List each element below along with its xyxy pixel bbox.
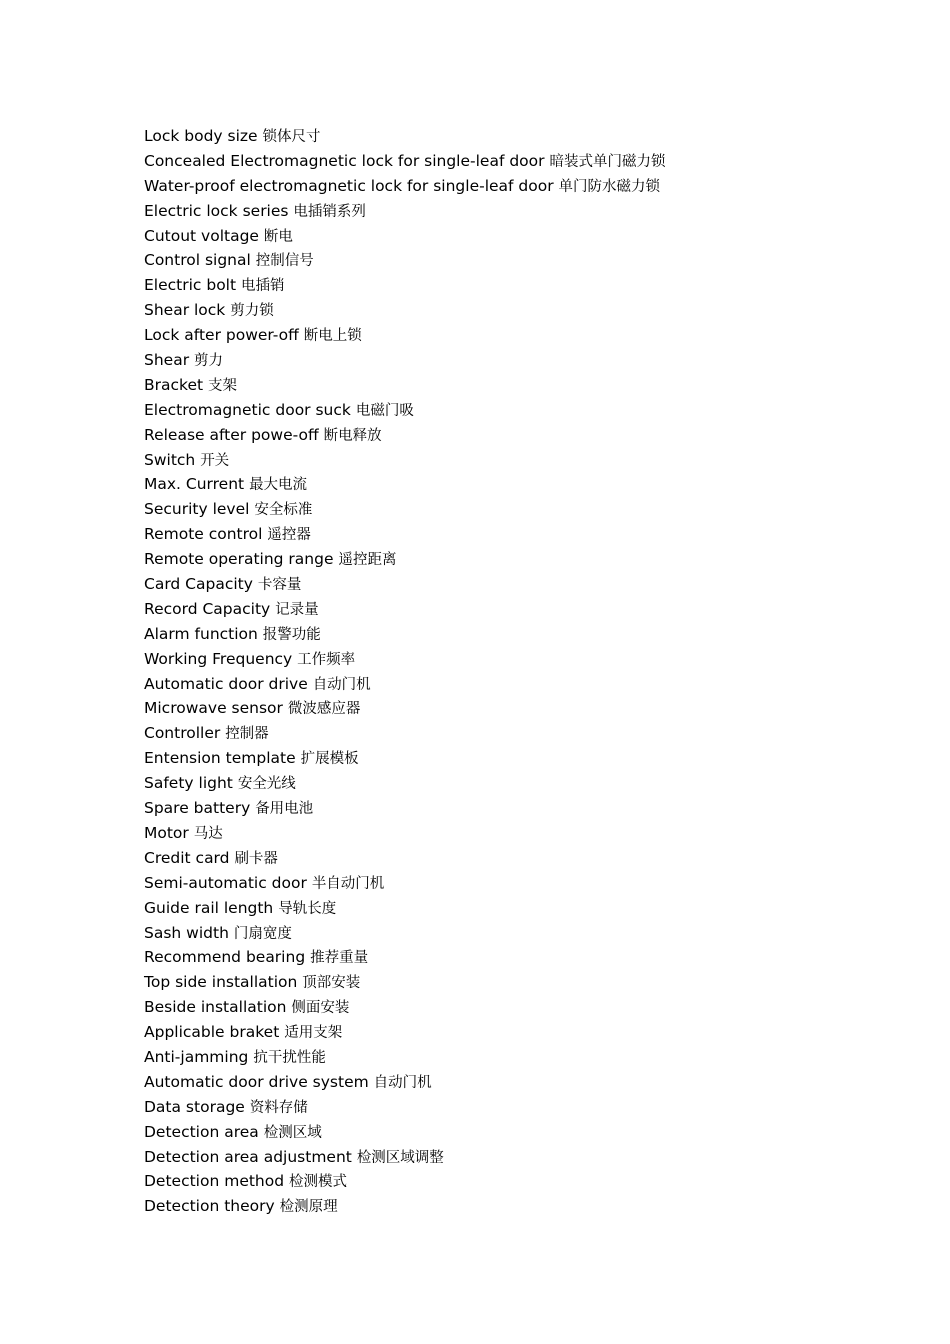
- term-chinese: 检测原理: [279, 1199, 338, 1216]
- term-chinese: 半自动门机: [311, 875, 385, 892]
- term-chinese: 自动门机: [373, 1074, 432, 1091]
- term-chinese: 适用支架: [284, 1025, 343, 1042]
- glossary-entry: [144, 995, 665, 1020]
- glossary-term-list: [144, 124, 665, 1219]
- glossary-entry: [144, 921, 665, 946]
- term-chinese: 开关: [200, 452, 230, 469]
- glossary-entry: [144, 149, 665, 174]
- glossary-entry: [144, 323, 665, 348]
- term-english: Electric bolt: [144, 276, 237, 295]
- glossary-entry: [144, 970, 665, 995]
- term-chinese: 检测区域调整: [356, 1149, 444, 1166]
- glossary-entry: [144, 1045, 665, 1070]
- term-english: Electromagnetic door suck: [144, 400, 351, 419]
- term-english: Spare battery: [144, 799, 251, 818]
- glossary-entry: [144, 373, 665, 398]
- term-chinese: 断电: [263, 228, 293, 245]
- term-chinese: 检测模式: [289, 1174, 348, 1191]
- term-english: Detection area: [144, 1122, 259, 1141]
- term-english: Electric lock series: [144, 201, 289, 220]
- glossary-entry: [144, 1095, 665, 1120]
- term-english: Max. Current: [144, 475, 245, 494]
- term-chinese: 推荐重量: [310, 950, 369, 967]
- glossary-entry: [144, 746, 665, 771]
- glossary-entry: [144, 248, 665, 273]
- term-chinese: 控制器: [225, 726, 269, 743]
- glossary-entry: [144, 945, 665, 970]
- term-english: Shear: [144, 351, 190, 370]
- term-chinese: 断电释放: [323, 427, 382, 444]
- glossary-entry: [144, 1169, 665, 1194]
- term-english: Safety light: [144, 774, 233, 793]
- term-english: Entension template: [144, 749, 296, 768]
- term-english: Motor: [144, 823, 189, 842]
- term-english: Detection method: [144, 1172, 285, 1191]
- term-chinese: 抗干扰性能: [253, 1049, 326, 1066]
- term-english: Switch: [144, 450, 196, 469]
- term-english: Alarm function: [144, 624, 258, 643]
- term-chinese: 最大电流: [249, 477, 308, 494]
- term-english: Release after powe-off: [144, 425, 319, 444]
- term-english: Security level: [144, 500, 250, 519]
- term-chinese: 扩展模板: [300, 751, 359, 768]
- glossary-entry: [144, 572, 665, 597]
- term-chinese: 卡容量: [257, 577, 302, 594]
- glossary-entry: [144, 597, 665, 622]
- glossary-entry: [144, 721, 665, 746]
- term-english: Record Capacity: [144, 599, 271, 618]
- glossary-entry: [144, 796, 665, 821]
- term-english: Control signal: [144, 251, 251, 270]
- glossary-entry: [144, 547, 665, 572]
- term-english: Detection theory: [144, 1197, 275, 1216]
- glossary-entry: [144, 398, 665, 423]
- term-chinese: 剪力锁: [230, 303, 274, 320]
- term-english: Controller: [144, 724, 221, 743]
- glossary-entry: [144, 448, 665, 473]
- term-chinese: 马达: [193, 825, 223, 842]
- term-english: Recommend bearing: [144, 948, 306, 967]
- glossary-entry: [144, 348, 665, 373]
- term-chinese: 电磁门吸: [355, 402, 414, 419]
- term-english: Card Capacity: [144, 575, 253, 594]
- term-english: Top side installation: [144, 973, 298, 992]
- glossary-entry: [144, 124, 665, 149]
- glossary-entry: [144, 821, 665, 846]
- term-english: Concealed Electromagnetic lock for single-leaf door: [144, 151, 545, 170]
- glossary-entry: [144, 174, 665, 199]
- term-english: Credit card: [144, 848, 230, 867]
- term-english: Semi-automatic door: [144, 873, 307, 892]
- term-english: Guide rail length: [144, 898, 274, 917]
- glossary-entry: [144, 199, 665, 224]
- term-chinese: 剪力: [194, 353, 224, 370]
- term-english: Beside installation: [144, 998, 287, 1017]
- term-chinese: 安全标准: [254, 502, 313, 519]
- term-chinese: 暗装式单门磁力锁: [549, 153, 666, 170]
- term-chinese: 门扇宽度: [233, 925, 292, 942]
- term-english: Automatic door drive system: [144, 1072, 369, 1091]
- term-english: Sash width: [144, 923, 229, 942]
- glossary-entry: [144, 522, 665, 547]
- term-english: Cutout voltage: [144, 226, 259, 245]
- term-chinese: 侧面安装: [291, 1000, 350, 1017]
- glossary-entry: [144, 497, 665, 522]
- glossary-entry: [144, 273, 665, 298]
- term-chinese: 工作频率: [297, 651, 356, 668]
- glossary-entry: [144, 1020, 665, 1045]
- term-chinese: 电插销: [241, 278, 285, 295]
- term-chinese: 控制信号: [255, 253, 314, 270]
- term-english: Anti-jamming: [144, 1047, 249, 1066]
- term-chinese: 备用电池: [255, 801, 314, 818]
- term-chinese: 刷卡器: [234, 850, 278, 867]
- term-english: Applicable braket: [144, 1023, 280, 1042]
- term-english: Remote control: [144, 525, 263, 544]
- glossary-entry: [144, 771, 665, 796]
- term-chinese: 遥控器: [267, 527, 311, 544]
- term-chinese: 资料存储: [249, 1099, 308, 1116]
- glossary-entry: [144, 672, 665, 697]
- glossary-entry: [144, 846, 665, 871]
- term-english: Working Frequency: [144, 649, 293, 668]
- term-chinese: 微波感应器: [287, 701, 361, 718]
- term-chinese: 单门防水磁力锁: [558, 178, 661, 195]
- term-english: Remote operating range: [144, 550, 334, 569]
- term-english: Bracket: [144, 375, 204, 394]
- glossary-entry: [144, 871, 665, 896]
- term-english: Detection area adjustment: [144, 1147, 352, 1166]
- glossary-entry: [144, 647, 665, 672]
- term-chinese: 报警功能: [262, 626, 321, 643]
- glossary-entry: [144, 423, 665, 448]
- term-chinese: 遥控距离: [338, 552, 397, 569]
- term-english: Shear lock: [144, 301, 226, 320]
- term-english: Automatic door drive: [144, 674, 308, 693]
- glossary-entry: [144, 224, 665, 249]
- glossary-entry: [144, 1120, 665, 1145]
- term-english: Microwave sensor: [144, 699, 283, 718]
- term-english: Data storage: [144, 1097, 245, 1116]
- term-chinese: 锁体尺寸: [262, 129, 321, 145]
- term-chinese: 记录量: [275, 601, 319, 618]
- glossary-entry: [144, 696, 665, 721]
- term-chinese: 导轨长度: [278, 900, 337, 917]
- term-chinese: 电插销系列: [293, 203, 366, 220]
- term-chinese: 支架: [208, 377, 238, 394]
- glossary-entry: [144, 1070, 665, 1095]
- glossary-entry: [144, 622, 665, 647]
- term-chinese: 顶部安装: [302, 975, 361, 992]
- glossary-entry: [144, 1194, 665, 1219]
- term-chinese: 自动门机: [312, 676, 371, 693]
- glossary-entry: [144, 472, 665, 497]
- glossary-entry: [144, 896, 665, 921]
- term-chinese: 断电上锁: [303, 328, 362, 345]
- term-english: Lock after power-off: [144, 326, 299, 345]
- term-chinese: 安全光线: [237, 776, 296, 793]
- term-english: Water-proof electromagnetic lock for single-leaf door: [144, 176, 554, 195]
- glossary-entry: [144, 298, 665, 323]
- glossary-entry: [144, 1145, 665, 1170]
- term-chinese: 检测区域: [263, 1124, 322, 1141]
- term-english: Lock body size: [144, 127, 258, 145]
